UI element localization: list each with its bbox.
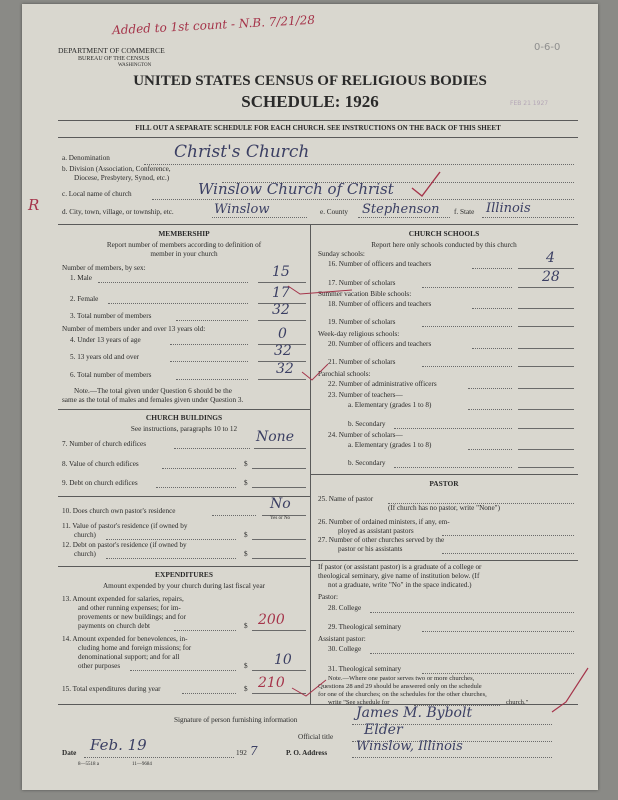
q4-label: 4. Under 13 years of age: [70, 336, 141, 344]
q14-label: 14. Amount expended for benevolences, in-: [62, 635, 188, 643]
q11-label-2: church): [74, 531, 96, 539]
q13-label-4: payments on church debt: [78, 622, 151, 630]
expenditures-title: EXPENDITURES: [155, 570, 213, 579]
check-mark-corner: [552, 668, 588, 712]
assistant-sub-label: Assistant pastor:: [318, 635, 366, 643]
buildings-subtitle: See instructions, paragraphs 10 to 12: [130, 425, 238, 433]
census-schedule-sheet: [22, 4, 598, 790]
q13-label-3: provements or new buildings; and for: [78, 613, 186, 621]
signature-label: Signature of person furnishing information: [174, 716, 298, 724]
q26-label: 26. Number of ordained ministers, if any, em-: [318, 518, 450, 526]
form-instruction: FILL OUT A SEPARATE SCHEDULE FOR EACH CHURCH. SEE INSTRUCTIONS ON THE BACK OF THIS SHEET: [135, 124, 501, 132]
q19-label: 19. Number of scholars: [328, 318, 396, 326]
q8-label: 8. Value of church edifices: [62, 460, 139, 468]
q31-label: 31. Theological seminary: [328, 665, 402, 673]
q5-value: 32: [274, 343, 292, 359]
q9-dollar: $: [244, 479, 248, 487]
year-prefix: 192: [236, 749, 247, 757]
denomination-label: a. Denomination: [62, 154, 110, 162]
q16-label: 16. Number of officers and teachers: [328, 260, 432, 268]
q14-label-3: denominational support; and for all: [78, 653, 180, 661]
q18-label: 18. Number of officers and teachers: [328, 300, 432, 308]
q16-value: 4: [546, 250, 555, 266]
year-value: 7: [250, 744, 258, 758]
po-address-value: Winslow, Illinois: [356, 739, 463, 754]
margin-mark: R: [28, 196, 40, 214]
state-label: f. State: [454, 208, 475, 216]
q7-label: 7. Number of church edifices: [62, 440, 147, 448]
membership-intro: Report number of members according to definition of: [106, 241, 262, 249]
q27-label: 27. Number of other churches served by the: [318, 536, 445, 544]
q22-label: 22. Number of administrative officers: [328, 380, 437, 388]
county-value: Stephenson: [362, 202, 440, 217]
buildings-title: CHURCH BUILDINGS: [145, 413, 223, 422]
schedule-title: SCHEDULE: 1926: [241, 92, 379, 111]
q13-label-2: and other running expenses; for im-: [78, 604, 181, 612]
q1-label: 1. Male: [70, 274, 92, 282]
membership-note-2: same as the total of males and females given under Question 3.: [62, 396, 244, 404]
po-address-label: P. O. Address: [286, 749, 328, 757]
q15-label: 15. Total expenditures during year: [62, 685, 161, 693]
grad-note: If pastor (or assistant pastor) is a graduate of a college or: [318, 563, 482, 571]
bureau-name: BUREAU OF THE CENSUS: [78, 56, 150, 62]
q4-value: 0: [278, 326, 287, 342]
q29-label: 29. Theological seminary: [328, 623, 402, 631]
division-label: b. Division (Association, Conference,: [62, 165, 171, 173]
q23a-label: a. Elementary (grades 1 to 8): [348, 401, 432, 409]
check-mark-expenditures: [292, 680, 326, 696]
vacation-label: Summer vacation Bible schools:: [318, 290, 412, 298]
form-title: UNITED STATES CENSUS OF RELIGIOUS BODIES: [133, 73, 487, 89]
schools-title: CHURCH SCHOOLS: [408, 229, 480, 238]
q15-dollar: $: [244, 685, 248, 693]
state-value: Illinois: [486, 201, 531, 216]
q20-label: 20. Number of officers and teachers: [328, 340, 432, 348]
q6-value: 32: [276, 361, 294, 377]
city-name: WASHINGTON: [118, 63, 152, 68]
signature-value: James M. Bybolt: [356, 705, 473, 721]
parochial-label: Parochial schools:: [318, 370, 371, 378]
pastor-title: PASTOR: [429, 479, 459, 488]
q12-label-2: church): [74, 550, 96, 558]
denomination-value: Christ's Church: [174, 142, 310, 162]
q11-label: 11. Value of pastor's residence (if owned by: [62, 522, 188, 530]
membership-intro-2: member in your church: [150, 250, 218, 258]
q24a-label: a. Elementary (grades 1 to 8): [348, 441, 432, 449]
q14-value: 10: [274, 652, 292, 668]
q11-dollar: $: [244, 531, 248, 539]
pastor-sub-label: Pastor:: [318, 593, 338, 601]
division-label-2: Diocese, Presbytery, Synod, etc.): [74, 174, 170, 182]
weekday-label: Week-day religious schools:: [318, 330, 400, 338]
schools-intro: Report here only schools conducted by this church: [371, 241, 517, 249]
q3-label: 3. Total number of members: [70, 312, 152, 320]
q5-label: 5. 13 years old and over: [70, 353, 140, 361]
department-name: DEPARTMENT OF COMMERCE: [58, 46, 165, 55]
check-mark-membership: [288, 286, 352, 294]
date-label: Date: [62, 749, 77, 757]
q24-label: 24. Number of scholars—: [328, 431, 403, 439]
local-name-value: Winslow Church of Christ: [198, 180, 394, 198]
q13-dollar: $: [244, 622, 248, 630]
q10-value: No: [270, 496, 291, 512]
q25-hint: (If church has no pastor, write "None"): [388, 504, 500, 512]
date-value: Feb. 19: [90, 736, 147, 754]
sunday-label: Sunday schools:: [318, 250, 365, 258]
q13-value: 200: [258, 612, 285, 628]
q26-label-2: ployed as assistant pastors: [338, 527, 414, 535]
received-stamp: FEB 21 1927: [510, 100, 549, 107]
membership-title: MEMBERSHIP: [158, 229, 210, 238]
q24b-label: b. Secondary: [348, 459, 386, 467]
check-marks: [22, 4, 598, 790]
q1-value: 15: [272, 264, 290, 280]
pastor-note-4: write "See schedule for: [328, 699, 390, 706]
q12-label: 12. Debt on pastor's residence (if owned by: [62, 541, 187, 549]
q21-label: 21. Number of scholars: [328, 358, 396, 366]
q9-label: 9. Debt on church edifices: [62, 479, 138, 487]
city-value: Winslow: [214, 202, 270, 217]
q28-label: 28. College: [328, 604, 362, 612]
corner-code: 0-6-0: [534, 42, 561, 53]
q2-label: 2. Female: [70, 295, 99, 303]
q2-value: 17: [272, 285, 290, 301]
local-name-label: c. Local name of church: [62, 190, 132, 198]
grad-note-2: theological seminary, give name of institution below. (If: [318, 572, 480, 580]
q23b-label: b. Secondary: [348, 420, 386, 428]
form-code: 8—5518 a: [78, 762, 99, 767]
pastor-note: Note.—Where one pastor serves two or more churches,: [328, 675, 475, 682]
official-title-value: Elder: [364, 722, 403, 738]
q6-label: 6. Total number of members: [70, 371, 152, 379]
q14-label-4: other purposes: [78, 662, 121, 670]
pastor-note-4b: church.": [506, 699, 529, 706]
q7-value: None: [256, 429, 294, 445]
q17-value: 28: [542, 269, 560, 285]
check-mark-total: [302, 364, 328, 380]
official-title-label: Official title: [298, 733, 334, 741]
q14-dollar: $: [244, 662, 248, 670]
q15-value: 210: [258, 675, 285, 691]
q23-label: 23. Number of teachers—: [328, 391, 403, 399]
q13-label: 13. Amount expended for salaries, repairs,: [62, 595, 184, 603]
membership-note: Note.—The total given under Question 6 should be the: [74, 387, 232, 395]
top-handwritten-note: Added to 1st count - N.B. 7/21/28: [111, 12, 316, 38]
grad-note-3: not a graduate, write "No" in the space indicated.): [328, 581, 472, 589]
q14-label-2: cluding home and foreign missions; for: [78, 644, 192, 652]
check-mark-local-name: [412, 172, 440, 196]
q17-label: 17. Number of scholars: [328, 279, 396, 287]
pastor-note-2: Questions 28 and 29 should be answered only on the schedule: [318, 683, 482, 690]
by-sex-label: Number of members, by sex:: [62, 264, 146, 272]
city-label: d. City, town, village, or township, etc.: [62, 208, 174, 216]
county-label: e. County: [320, 208, 348, 216]
q10-hint: Yes or No: [270, 516, 291, 521]
q10-label: 10. Does church own pastor's residence: [62, 507, 176, 515]
pastor-note-3: for one of the churches; on the schedules for the other churches,: [318, 691, 487, 698]
under-over-label: Number of members under and over 13 years old:: [62, 325, 206, 333]
q30-label: 30. College: [328, 645, 362, 653]
q25-label: 25. Name of pastor: [318, 495, 374, 503]
q12-dollar: $: [244, 550, 248, 558]
q27-label-2: pastor or his assistants: [338, 545, 403, 553]
expenditures-subtitle: Amount expended by your church during last fiscal year: [102, 582, 266, 590]
q3-value: 32: [272, 302, 290, 318]
q8-dollar: $: [244, 460, 248, 468]
form-code-2: 11—9684: [132, 762, 152, 767]
